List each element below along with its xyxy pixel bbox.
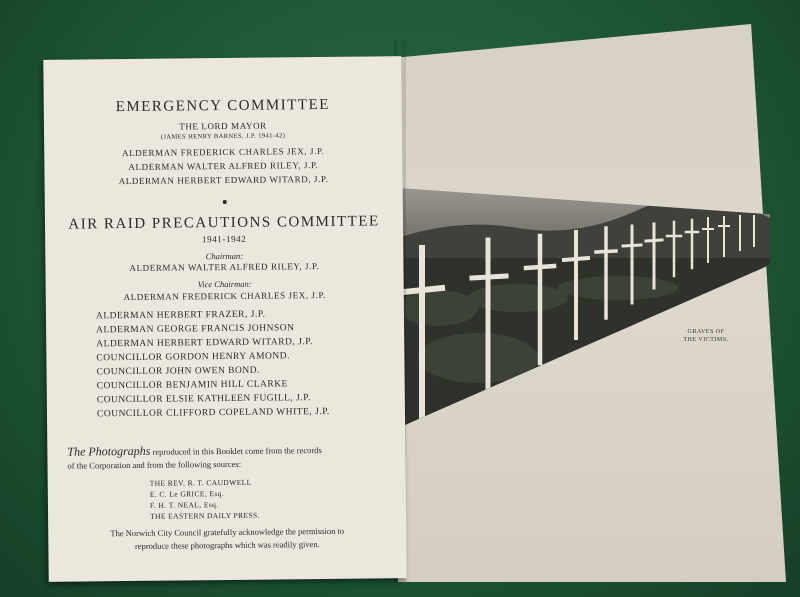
arp-member: COUNCILLOR BENJAMIN HILL CLARKE <box>96 379 288 392</box>
emergency-member: ALDERMAN FREDERICK CHARLES JEX, J.P. <box>122 145 325 159</box>
arp-member: COUNCILLOR ELSIE KATHLEEN FUGILL, J.P. <box>96 393 311 406</box>
emergency-committee-title: EMERGENCY COMMITTEE <box>115 96 330 116</box>
section-divider-dot <box>223 200 227 204</box>
photo-source: F. H. T. NEAL, Esq. <box>149 500 219 510</box>
photographs-text-2: of the Corporation and from the following sources: <box>67 458 242 471</box>
arp-member: ALDERMAN HERBERT FRAZER, J.P. <box>95 309 266 322</box>
left-page <box>43 56 406 582</box>
arp-years: 1941-1942 <box>201 233 247 245</box>
photo-source: E. C. Le GRICE, Esq. <box>149 489 225 499</box>
acknowledgement-line-2: reproduce these photographs which was readily given. <box>134 539 320 551</box>
chairman-label: Chairman: <box>205 250 244 262</box>
photographs-note <box>67 442 385 472</box>
arp-member: ALDERMAN GEORGE FRANCIS JOHNSON <box>96 323 295 336</box>
arp-member: ALDERMAN HERBERT EDWARD WITARD, J.P. <box>96 337 313 350</box>
chairman-name: ALDERMAN WALTER ALFRED RILEY, J.P. <box>129 261 320 273</box>
emergency-member: ALDERMAN WALTER ALFRED RILEY, J.P. <box>128 160 319 173</box>
arp-member: COUNCILLOR GORDON HENRY AMOND. <box>96 351 291 364</box>
vice-chairman-label: Vice Chairman: <box>197 278 252 290</box>
vice-chairman-name: ALDERMAN FREDERICK CHARLES JEX, J.P. <box>123 289 326 303</box>
photo-source: THE EASTERN DAILY PRESS. <box>150 510 260 521</box>
photographs-text-1: reproduced in this Booklet come from the records <box>152 444 322 457</box>
lord-mayor: THE LORD MAYOR <box>179 120 267 132</box>
acknowledgement <box>60 524 394 553</box>
arp-committee-title: AIR RAID PRECAUTIONS COMMITTEE <box>68 213 380 233</box>
photo-source: THE REV. R. T. CAUDWELL <box>149 477 252 488</box>
caption-line-2: THE VICTIMS. <box>683 337 729 343</box>
arp-member: COUNCILLOR CLIFFORD COPELAND WHITE, J.P. <box>96 406 330 420</box>
photo-caption <box>666 328 746 344</box>
emergency-member: ALDERMAN HERBERT EDWARD WITARD, J.P. <box>118 173 329 187</box>
lord-mayor-name: (JAMES HENRY BARNES, J.P. 1941-42) <box>160 132 286 141</box>
arp-member: COUNCILLOR JOHN OWEN BOND. <box>96 365 261 378</box>
caption-line-1: GRAVES OF <box>687 329 725 335</box>
photographs-title: The Photographs <box>67 443 151 459</box>
acknowledgement-line-1: The Norwich City Council gratefully acknowledge the permission to <box>110 525 345 539</box>
